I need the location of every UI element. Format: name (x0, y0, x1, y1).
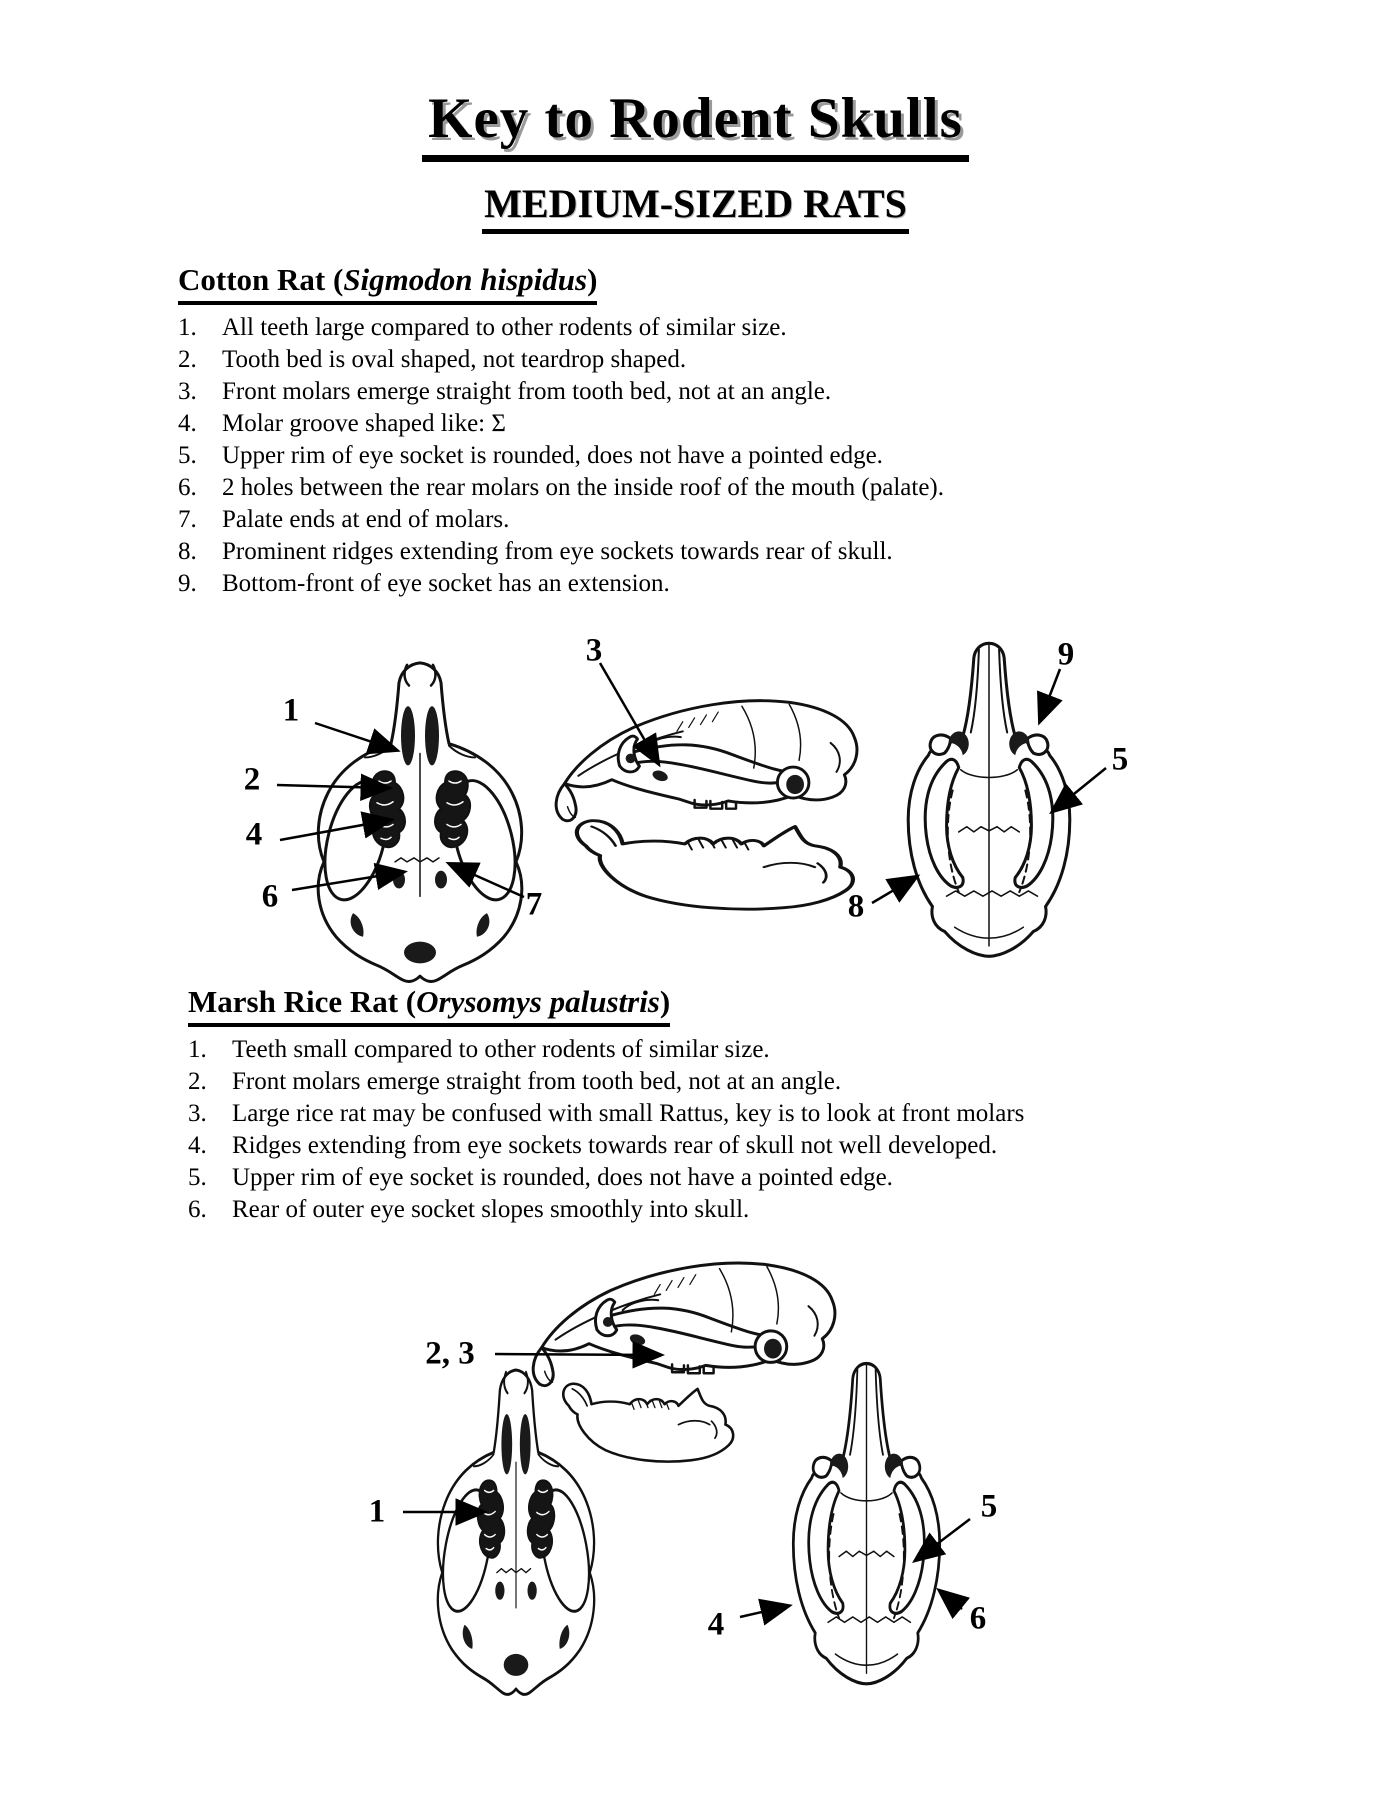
rice-figure-arrows (0, 1235, 1391, 1740)
heading-post: ) (659, 984, 671, 1019)
figure-label-2: 2 (243, 761, 261, 798)
figure-label-2-3: 2, 3 (425, 1335, 475, 1372)
figure-label-6: 6 (969, 1600, 987, 1637)
list-item: 4. Ridges extending from eye sockets towards rear of skull not well developed. (188, 1132, 998, 1159)
list-item: 3. Large rice rat may be confused with small Rattus, key is to look at front molars (188, 1100, 1025, 1127)
list-item: 6. 2 holes between the rear molars on the inside roof of the mouth (palate). (178, 474, 944, 501)
list-item: 1. All teeth large compared to other rodents of similar size. (178, 314, 787, 341)
figure-label-4: 4 (707, 1606, 725, 1643)
heading-pre: Cotton Rat ( (178, 262, 344, 297)
species-name: Sigmodon hispidus (343, 262, 588, 297)
page-subtitle: MEDIUM-SIZED RATS (482, 180, 909, 234)
title-block (0, 86, 1391, 162)
figure-label-8: 8 (847, 888, 865, 925)
cotton-rat-figure (0, 632, 1391, 985)
list-item: 2. Tooth bed is oval shaped, not teardrop shaped. (178, 346, 687, 373)
marsh-rice-rat-key-list (188, 1034, 1024, 1226)
page-title: Key to Rodent Skulls (422, 86, 969, 162)
list-item: 6. Rear of outer eye socket slopes smoothly into skull. (188, 1196, 750, 1223)
figure-label-6: 6 (261, 878, 279, 915)
list-item: 3. Front molars emerge straight from tooth bed, not at an angle. (178, 378, 832, 405)
cotton-figure-arrows (0, 632, 1391, 985)
list-item: 4. Molar groove shaped like: Σ (178, 410, 506, 437)
list-item: 1. Teeth small compared to other rodents of similar size. (188, 1036, 770, 1063)
list-item: 9. Bottom-front of eye socket has an extension. (178, 570, 670, 597)
figure-label-5: 5 (1111, 741, 1129, 778)
figure-label-4: 4 (245, 816, 263, 853)
heading-post: ) (587, 262, 598, 297)
subtitle-block (0, 180, 1391, 234)
list-item: 5. Upper rim of eye socket is rounded, does not have a pointed edge. (188, 1164, 893, 1191)
figure-label-1: 1 (368, 1493, 386, 1530)
list-item: 8. Prominent ridges extending from eye sockets towards rear of skull. (178, 538, 893, 565)
marsh-rice-rat-figure (0, 1235, 1391, 1740)
section-heading-cotton-rat (178, 262, 597, 305)
cotton-rat-key-list (178, 312, 944, 600)
figure-label-9: 9 (1057, 636, 1075, 673)
list-item: 7. Palate ends at end of molars. (178, 506, 510, 533)
figure-label-5: 5 (980, 1488, 998, 1525)
section-heading-marsh-rice-rat (188, 984, 670, 1027)
figure-label-3: 3 (585, 632, 603, 669)
species-name: Orysomys palustris (416, 984, 660, 1019)
figure-label-7: 7 (525, 886, 543, 923)
figure-label-1: 1 (282, 692, 300, 729)
list-item: 2. Front molars emerge straight from tooth bed, not at an angle. (188, 1068, 842, 1095)
heading-pre: Marsh Rice Rat ( (188, 984, 417, 1019)
list-item: 5. Upper rim of eye socket is rounded, does not have a pointed edge. (178, 442, 883, 469)
